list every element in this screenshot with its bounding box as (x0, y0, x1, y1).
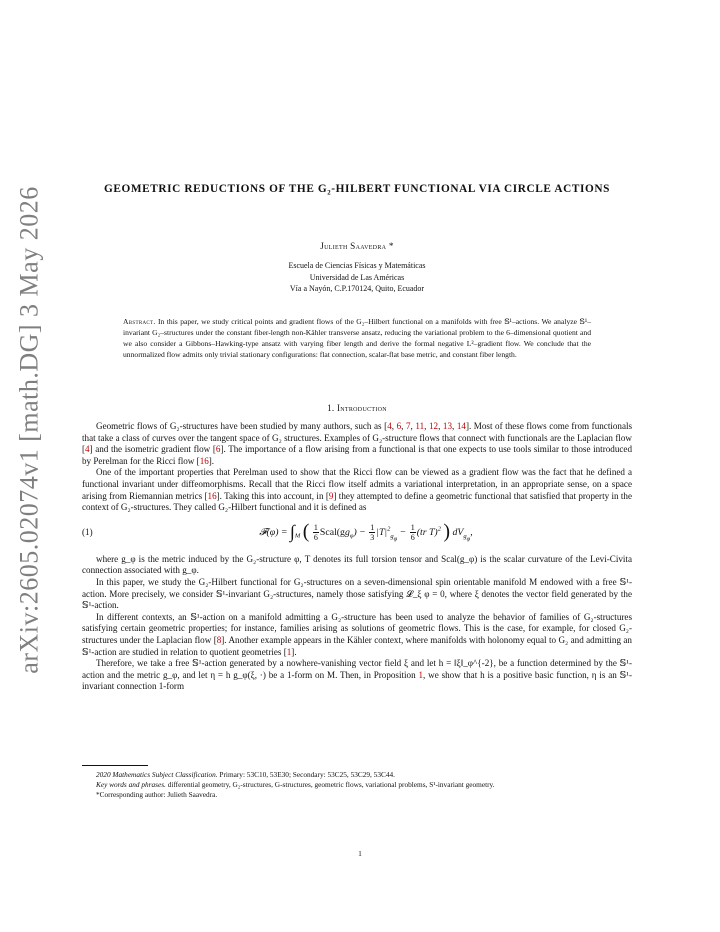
citation-link[interactable]: 6 (215, 444, 221, 455)
proposition-link[interactable]: 1 (418, 669, 424, 680)
page-number: 1 (358, 849, 362, 858)
corresponding-author-note: *Corresponding author: Julieth Saavedra. (96, 790, 218, 800)
equation-1 (82, 514, 632, 554)
abstract-text: In this paper, we study critical points and gradient flows of the G₂–Hilbert functional on a manifolds with free 𝕊¹–actions. We analyze 𝕊¹–invariant G₂–structures under the constant fiber-length non-Kähler transverse ansatz, reducing the variational problem to the 6–dimensional quotient and we also consider a Gibbons–Hawking-type ansatz with varying fiber length and derive the formal negative L²–gradient flow. We conclude that the unnormalized flow admits only trivial stationary configurations: flat connection, scalar-flat base metric, and constant fiber length. (123, 317, 591, 359)
paragraph-5: In different contexts, an 𝕊¹-action on a manifold admitting a G₂-structure has been used to analyze the behavior of families of G₂-structures satisfying certain geometric properties; for instance, families arising as solutions of geometric flows. This is the case, for example, for closed G₂-structures under the Laplacian flow [8]. Another example appears in the Kähler context, where manifolds with holonomy equal to G₂ and admitting an 𝕊¹-action are studied in relation to quotient geometries [1]. (82, 611, 632, 657)
citation-link[interactable]: 9 (328, 490, 334, 501)
keywords: Key words and phrases. differential geometry, G₂-structures, G-structures, geometric flows, variational problems, S¹-invariant geometry. (96, 780, 495, 790)
fraction: $\frac{1}{6}$ (410, 522, 415, 542)
fraction: $\frac{1}{6}$ (313, 522, 318, 542)
section-heading (82, 403, 632, 413)
author-name (82, 241, 632, 251)
author-name-text: Julieth Saavedra * (320, 241, 394, 251)
citation-link[interactable]: 11 (415, 421, 425, 431)
arxiv-identifier-stamp (4, 186, 56, 674)
citation-link[interactable]: 16 (199, 455, 209, 466)
integral-sign: ∫ (289, 521, 295, 542)
paper-title: GEOMETRIC REDUCTIONS OF THE G₂-HILBERT FUNCTIONAL VIA CIRCLE ACTIONS (103, 183, 610, 195)
author-affiliation (82, 260, 632, 295)
citation-link[interactable]: 4 (85, 444, 90, 455)
footnotes (82, 770, 632, 800)
paragraph-1: Geometric flows of G₂-structures have been studied by many authors, such as [4, 6, 7, 11, 12, 13, 14]. Most of these flows come from functionals that take a class of curves over the tangent space of G₂ structures. Examples of G₂-structure flows that connect with functionals are the Laplacian flow [4] and the isometric gradient flow [6]. The importance of a flow arising from a functional is that one expects to use tools similar to those introduced by Perelman for the Ricci flow [16]. (82, 421, 633, 466)
body-text (82, 421, 632, 693)
abstract (123, 317, 591, 361)
paragraph-4: In this paper, we study the G₂-Hilbert functional for G₂-structures on a seven-dimensional spin orientable manifold M endowed with a free 𝕊¹-action. More precisely, we consider 𝕊¹-invariant G₂-structures, namely those satisfying 𝓛_ξ φ = 0, where ξ denotes the vector field generated by the 𝕊¹-action. (82, 576, 632, 611)
affiliation-line: Universidad de Las Américas (309, 272, 405, 282)
paragraph-2: One of the important properties that Perelman used to show that the Ricci flow can be viewed as a gradient flow was the fact that he defined a functional invariant under diffeomorphisms. Recall that the Ricci flow itself admits a variational interpretation, in an appropriate sense, on a space arising from Riemannian metrics [16]. Taking this into account, in [9] they attempted to define a geometric functional that satisfied that property in the context of G₂-structures. They called G₂-Hilbert functional and it is defined as (82, 467, 633, 513)
arxiv-identifier-text: arXiv:2605.02074v1 [math.DG] 3 May 2026 (15, 186, 44, 674)
equation-number: (1) (82, 526, 93, 537)
msc-classification: 2020 Mathematics Subject Classification. Primary: 53C10, 53E30; Secondary: 53C25, 53C29, 53C44. (96, 770, 395, 779)
affiliation-line: Escuela de Ciencias Físicas y Matemáticas (288, 261, 426, 270)
paragraph-3: where g_φ is the metric induced by the G₂-structure φ, T denotes its full torsion tensor and Scal(g_φ) is the scalar curvature of the Levi-Civita connection associated with g_φ. (82, 553, 632, 576)
footnote-divider (82, 765, 148, 766)
citation-link[interactable]: 4 (387, 421, 392, 431)
citation-link[interactable]: 1 (286, 646, 292, 657)
paragraph-6: Therefore, we take a free 𝕊¹-action generated by a nowhere-vanishing vector field ξ and let h = ‖ξ‖_φ^{-2}, be a function determined by the 𝕊¹-action and the metric g_φ, and let η = h g_φ(ξ, ·) be a 1-form on M. Then, in Proposition 1, we show that h is a positive basic function, η is an 𝕊¹-invariant connection 1-form (82, 658, 632, 692)
citation-link[interactable]: 6 (396, 421, 402, 431)
citation-link[interactable]: 8 (216, 634, 222, 645)
fraction: $\frac{1}{3}$ (370, 522, 375, 542)
affiliation-line: Vía a Nayón, C.P.170124, Quito, Ecuador (289, 284, 425, 294)
abstract-label: Abstract. (123, 317, 156, 326)
citation-link[interactable]: 16 (207, 490, 217, 501)
citation-link[interactable]: 12 (428, 421, 439, 431)
citation-link[interactable]: 7 (405, 421, 411, 431)
section-heading-text: 1. Introduction (327, 403, 387, 413)
citation-link[interactable]: 13 (442, 421, 452, 431)
equation-formula: 𝓕(φ) = $\int_M$ ( $\frac{1}{6}$ $Scal(gg_\varphi)$ − $\frac{1}{3}$ $|T|^2_{g_\varphi}$ − $\frac{1}{6}$ (tr T)$^2$ ) $dV_{g_\varphi}$, (259, 520, 473, 543)
citation-link[interactable]: 14 (456, 421, 466, 431)
